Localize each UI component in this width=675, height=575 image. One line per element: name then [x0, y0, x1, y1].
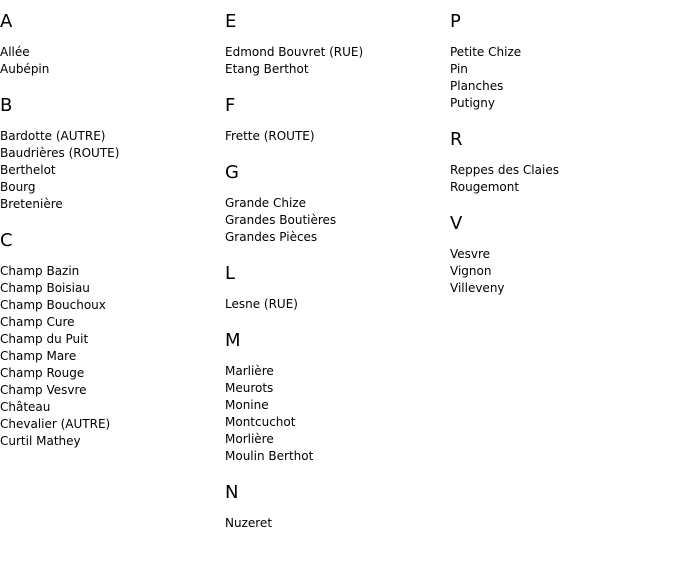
street-link[interactable]: Meurots: [225, 381, 274, 395]
street-link[interactable]: Champ Rouge: [0, 366, 85, 380]
street-link[interactable]: Allée: [0, 45, 30, 59]
street-link[interactable]: Bourg: [0, 180, 36, 194]
street-link[interactable]: Berthelot: [0, 163, 56, 177]
street-link[interactable]: Champ Vesvre: [0, 383, 87, 397]
street-link[interactable]: Champ du Puit: [0, 332, 89, 346]
street-link[interactable]: Bretenière: [0, 197, 63, 211]
street-link[interactable]: Lesne (RUE): [225, 297, 298, 311]
letter-section: [0, 12, 220, 78]
letter-section: [225, 331, 445, 465]
street-link[interactable]: Montcuchot: [225, 415, 296, 429]
street-link[interactable]: Champ Bazin: [0, 264, 80, 278]
letter-heading: R: [450, 129, 463, 150]
street-link[interactable]: Grandes Pièces: [225, 230, 318, 244]
street-link[interactable]: Champ Bouchoux: [0, 298, 106, 312]
street-link[interactable]: Petite Chize: [450, 45, 522, 59]
letter-heading: E: [225, 11, 237, 32]
street-link[interactable]: Grandes Boutières: [225, 213, 337, 227]
letter-section: [225, 163, 445, 246]
street-link[interactable]: Grande Chize: [225, 196, 307, 210]
street-link[interactable]: Château: [0, 400, 51, 414]
street-list: [225, 363, 445, 465]
letter-heading: M: [225, 330, 241, 351]
street-link[interactable]: Pin: [450, 62, 468, 76]
letter-section: [225, 264, 445, 313]
letter-heading: L: [225, 263, 236, 284]
letter-section: [450, 12, 670, 112]
letter-section: [450, 214, 670, 297]
letter-heading: F: [225, 95, 236, 116]
street-link[interactable]: Marlière: [225, 364, 274, 378]
street-link[interactable]: Nuzeret: [225, 516, 273, 530]
index-column: [0, 12, 220, 468]
street-link[interactable]: Moulin Berthot: [225, 449, 314, 463]
street-link[interactable]: Champ Cure: [0, 315, 75, 329]
letter-heading: A: [0, 11, 13, 32]
street-list: [0, 263, 220, 450]
letter-section: [225, 12, 445, 78]
street-link[interactable]: Edmond Bouvret (RUE): [225, 45, 364, 59]
street-list: [0, 128, 220, 213]
street-list: [225, 195, 445, 246]
street-link[interactable]: Champ Boisiau: [0, 281, 90, 295]
street-link[interactable]: Villeveny: [450, 281, 505, 295]
index-column: [225, 12, 445, 550]
street-list: [450, 44, 670, 112]
street-list: [225, 515, 445, 532]
street-link[interactable]: Chevalier (AUTRE): [0, 417, 111, 431]
street-link[interactable]: Aubépin: [0, 62, 50, 76]
letter-section: [0, 231, 220, 450]
street-link[interactable]: Reppes des Claies: [450, 163, 559, 177]
letter-heading: C: [0, 230, 13, 251]
street-link[interactable]: Putigny: [450, 96, 495, 110]
street-list: [225, 296, 445, 313]
street-link[interactable]: Champ Mare: [0, 349, 77, 363]
street-link[interactable]: Planches: [450, 79, 504, 93]
letter-heading: G: [225, 162, 239, 183]
street-list: [225, 128, 445, 145]
street-link[interactable]: Morlière: [225, 432, 274, 446]
street-list: [225, 44, 445, 78]
street-link[interactable]: Etang Berthot: [225, 62, 309, 76]
street-link[interactable]: Curtil Mathey: [0, 434, 81, 448]
street-link[interactable]: Vignon: [450, 264, 492, 278]
letter-section: [225, 96, 445, 145]
letter-heading: N: [225, 482, 239, 503]
index-column: [450, 12, 670, 315]
letter-section: [450, 130, 670, 196]
street-link[interactable]: Vesvre: [450, 247, 491, 261]
letter-section: [225, 483, 445, 532]
letter-heading: V: [450, 213, 463, 234]
street-link[interactable]: Bardotte (AUTRE): [0, 129, 106, 143]
street-list: [450, 246, 670, 297]
letter-heading: B: [0, 95, 13, 116]
street-link[interactable]: Frette (ROUTE): [225, 129, 315, 143]
street-list: [0, 44, 220, 78]
street-list: [450, 162, 670, 196]
street-link[interactable]: Rougemont: [450, 180, 520, 194]
letter-heading: P: [450, 11, 461, 32]
letter-section: [0, 96, 220, 213]
street-link[interactable]: Monine: [225, 398, 269, 412]
street-link[interactable]: Baudrières (ROUTE): [0, 146, 120, 160]
